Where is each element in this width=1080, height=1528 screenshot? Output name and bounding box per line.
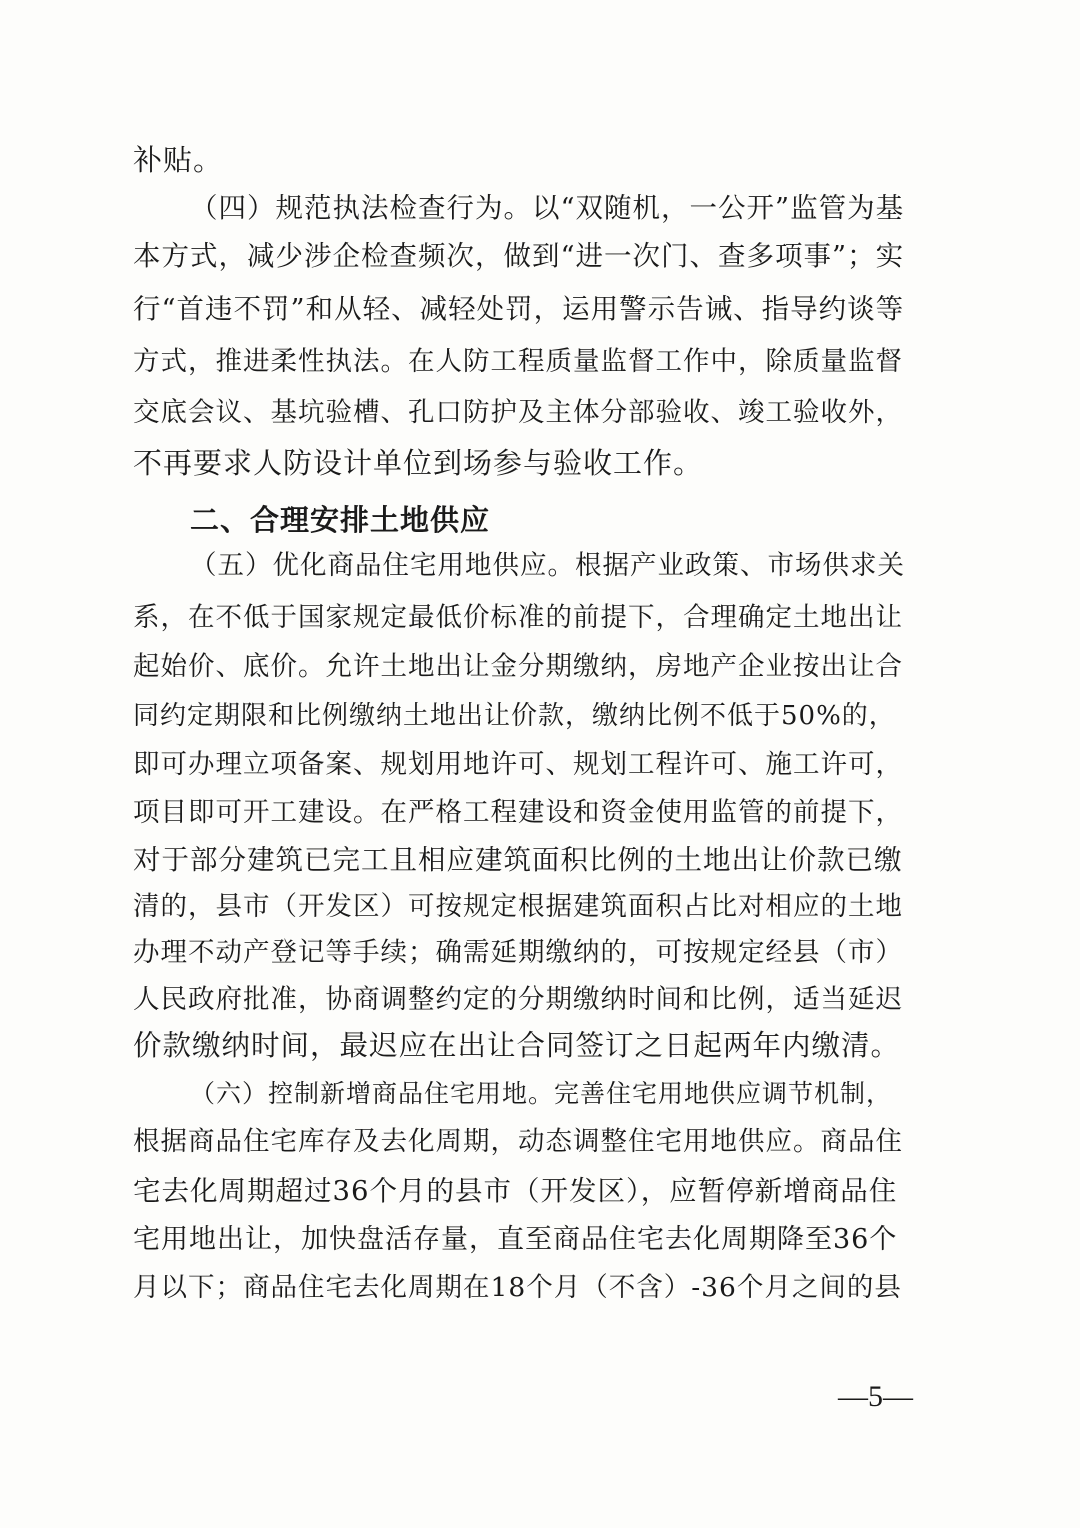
text-line: 交底会议、基坑验槽、孔口防护及主体分部验收、竣工验收外， [133, 397, 903, 428]
text-line: 即可办理立项备案、规划用地许可、规划工程许可、施工许可， [133, 749, 903, 780]
text-line: 系，在不低于国家规定最低价标准的前提下，合理确定土地出让 [133, 602, 903, 633]
text-line: （六）控制新增商品住宅用地。完善住宅用地供应调节机制， [190, 1079, 893, 1108]
text-line: 人民政府批准，协商调整约定的分期缴纳时间和比例，适当延迟 [133, 984, 903, 1015]
text-line: 补贴。 [133, 143, 224, 177]
text-line: 办理不动产登记等手续；确需延期缴纳的，可按规定经县（市） [133, 937, 903, 968]
text-line: 清的，县市（开发区）可按规定根据建筑面积占比对相应的土地 [133, 891, 903, 922]
text-line: 不再要求人防设计单位到场参与验收工作。 [133, 446, 704, 480]
text-line: 本方式，减少涉企检查频次，做到“进一次门、查多项事”；实 [133, 240, 905, 272]
text-line: 根据商品住宅库存及去化周期，动态调整住宅用地供应。商品住 [133, 1126, 903, 1157]
text-line: 月以下；商品住宅去化周期在18个月（不含）-36个月之间的县 [133, 1272, 902, 1303]
text-line: （四）规范执法检查行为。以“双随机，一公开”监管为基 [190, 192, 905, 224]
section-heading: 二、合理安排土地供应 [190, 503, 491, 537]
text-line: 项目即可开工建设。在严格工程建设和资金使用监管的前提下， [133, 797, 903, 828]
text-line: 价款缴纳时间，最迟应在出让合同签订之日起两年内缴清。 [133, 1029, 901, 1062]
text-line: 同约定期限和比例缴纳土地出让价款，缴纳比例不低于50%的， [133, 701, 896, 731]
text-line: 行“首违不罚”和从轻、减轻处罚，运用警示告诫、指导约谈等 [133, 293, 905, 325]
text-line: （五）优化商品住宅用地供应。根据产业政策、市场供求关 [190, 550, 905, 581]
text-line: 宅去化周期超过36个月的县市（开发区），应暂停新增商品住 [133, 1175, 898, 1207]
text-line: 宅用地出让，加快盘活存量，直至商品住宅去化周期降至36个 [133, 1224, 898, 1255]
page-number: —5— [838, 1380, 913, 1413]
text-line: 方式，推进柔性执法。在人防工程质量监督工作中，除质量监督 [133, 346, 903, 377]
text-line: 对于部分建筑已完工且相应建筑面积比例的土地出让价款已缴 [133, 844, 903, 876]
text-line: 起始价、底价。允许土地出让金分期缴纳，房地产企业按出让合 [133, 651, 903, 682]
